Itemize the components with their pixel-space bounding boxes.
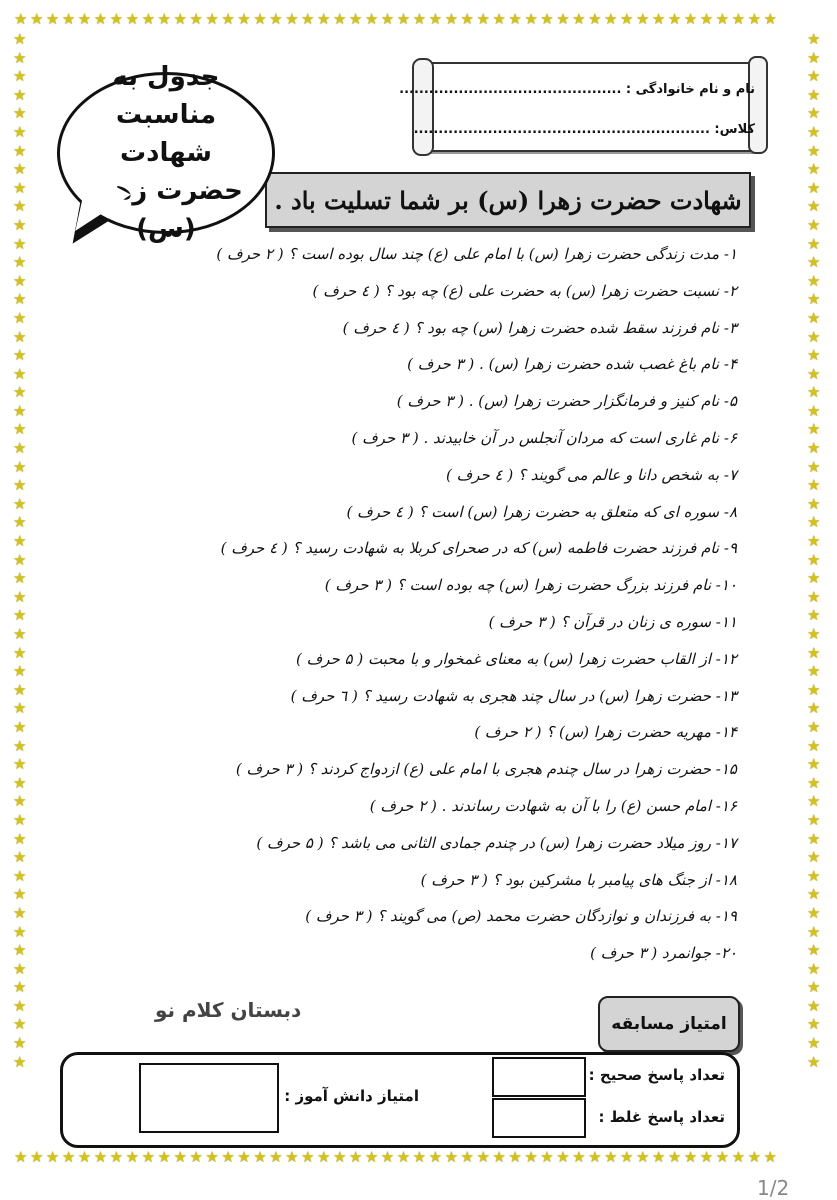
question-item: ۱۰- نام فرزند بزرگ حضرت زهرا (س) چه بوده است ؟ ( ۳ حرف ) xyxy=(324,576,737,595)
question-item: ۱۵- حضرت زهرا در سال چندم هجری با امام علی (ع) ازدواج کردند ؟ ( ۳ حرف ) xyxy=(235,760,737,779)
page-indicator: 1/2 xyxy=(757,1176,790,1200)
question-item: ۷- به شخص دانا و عالم می گویند ؟ ( ٤ حرف ) xyxy=(446,465,737,484)
wrong-count-box[interactable] xyxy=(492,1098,586,1138)
question-item: ۴- نام باغ غصب شده حضرت زهرا (س) . ( ۳ حرف ) xyxy=(407,355,737,374)
student-info-scroll xyxy=(420,62,760,152)
score-tab-label: امتیاز مسابقه xyxy=(611,1014,727,1034)
question-list xyxy=(117,236,737,972)
title-banner xyxy=(265,172,751,228)
score-tab xyxy=(598,996,740,1052)
question-item: ۲۰- جوانمرد ( ۳ حرف ) xyxy=(590,944,737,963)
scroll-curl-left xyxy=(412,58,434,156)
question-item: ۱۳- حضرت زهرا (س) در سال چند هجری به شهادت رسید ؟ ( ٦ حرف ) xyxy=(290,686,737,705)
student-score-label: امتیاز دانش آموز : xyxy=(284,1087,419,1105)
wrong-count-label: تعداد پاسخ غلط : xyxy=(598,1108,725,1126)
question-item: ۳- نام فرزند سقط شده حضرت زهرا (س) چه بود ؟ ( ٤ حرف ) xyxy=(342,318,737,337)
page-title: شهادت حضرت زهرا (س) بر شما تسلیت باد . xyxy=(274,185,742,215)
class-field-line[interactable]: کلاس: ............................................................ xyxy=(413,122,755,137)
question-item: ۱۸- از جنگ های پیامبر با مشرکین بود ؟ ( ۳ حرف ) xyxy=(420,870,737,889)
question-item: ۸- سوره ای که متعلق به حضرت زهرا (س) است ؟ ( ٤ حرف ) xyxy=(346,502,737,521)
question-item: ۱۴- مهریه حضرت زهرا (س) ؟ ( ۲ حرف ) xyxy=(474,723,737,742)
correct-count-box[interactable] xyxy=(492,1057,586,1097)
question-item: ۵- نام کنیز و فرمانگزار حضرت زهرا (س) . ( ۳ حرف ) xyxy=(396,392,737,411)
question-item: ۶- نام غاری است که مردان آنجلس در آن خابیدند . ( ۳ حرف ) xyxy=(351,428,737,447)
star-border-right: ★★★★★★★★★★★★★★★★★★★★★★★★★★★★★★★★★★★★★★★★★★★★★★★★★★★★★★★★ xyxy=(807,30,821,1071)
star-border-left: ★★★★★★★★★★★★★★★★★★★★★★★★★★★★★★★★★★★★★★★★★★★★★★★★★★★★★★★★ xyxy=(13,30,27,1071)
question-item: ۱۲- از القاب حضرت زهرا (س) به معنای غمخوار و با محبت ( ۵ حرف ) xyxy=(296,649,737,668)
school-name: دبستان کلام نو xyxy=(155,998,302,1022)
question-item: ۱- مدت زندگی حضرت زهرا (س) با امام علی (ع) چند سال بوده است ؟ ( ۲ حرف ) xyxy=(216,245,737,263)
name-field-line[interactable]: نام و نام خانوادگی : ............................................. xyxy=(399,82,755,97)
question-item: ۱۷- روز میلاد حضرت زهرا (س) در چندم جمادی الثانی می باشد ؟ ( ۵ حرف ) xyxy=(256,833,737,852)
question-item: ۱۶- امام حسن (ع) را با آن به شهادت رساندند . ( ۲ حرف ) xyxy=(369,796,737,815)
star-border-top: ★★★★★★★★★★★★★★★★★★★★★★★★★★★★★★★★★★★★★★★★★★★★★★★★ xyxy=(14,12,780,27)
student-score-box[interactable] xyxy=(139,1063,279,1133)
bubble-title: جدول به مناسبت شهادت حضرت زهرا (س) xyxy=(89,62,243,244)
question-item: ۱۹- به فرزندان و نوازدگان حضرت محمد (ص) می گویند ؟ ( ۳ حرف ) xyxy=(305,907,737,926)
star-border-bottom: ★★★★★★★★★★★★★★★★★★★★★★★★★★★★★★★★★★★★★★★★★★★★★★★★ xyxy=(14,1150,780,1165)
question-item: ۹- نام فرزند حضرت فاطمه (س) که در صحرای کربلا به شهادت رسید ؟ ( ٤ حرف ) xyxy=(220,539,737,558)
scroll-curl-right xyxy=(748,56,768,154)
question-item: ۱۱- سوره ی زنان در قرآن ؟ ( ۳ حرف ) xyxy=(488,612,737,631)
correct-count-label: تعداد پاسخ صحیح : xyxy=(588,1066,725,1084)
question-item: ۲- نسبت حضرت زهرا (س) به حضرت علی (ع) چه بود ؟ ( ٤ حرف ) xyxy=(312,281,737,300)
